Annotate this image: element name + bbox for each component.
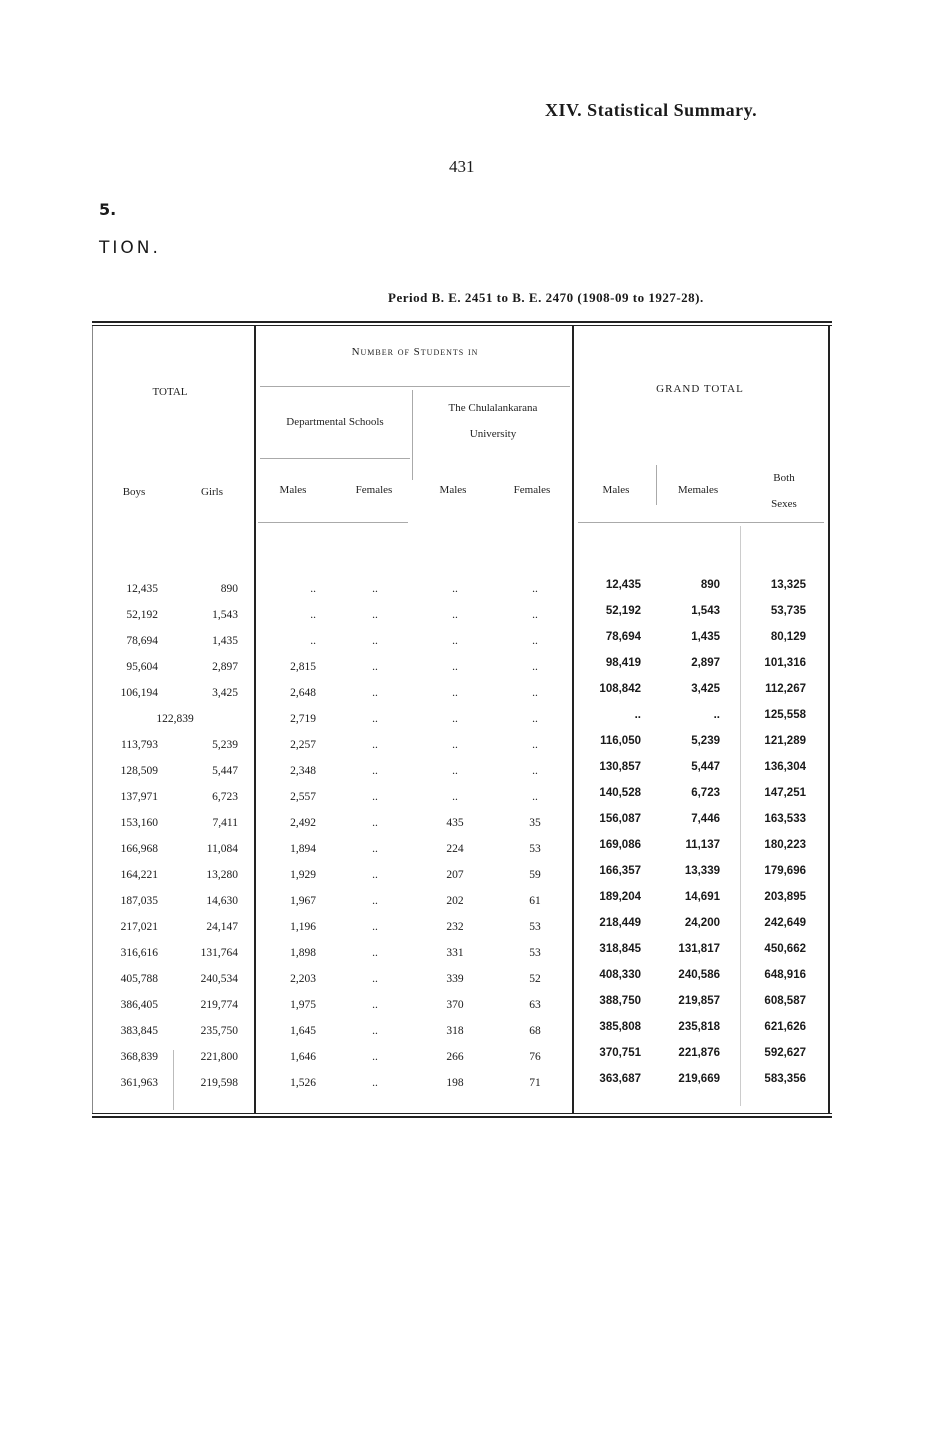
cell-dept-females: .. <box>372 635 378 647</box>
cell-dept-males: 2,348 <box>290 765 316 777</box>
cell-grand-both: 53,735 <box>770 605 806 617</box>
cell-grand-males: 318,845 <box>599 943 641 955</box>
cell-girls: 13,280 <box>206 869 238 881</box>
cell-univ-females: .. <box>532 583 538 595</box>
cell-dept-females: .. <box>372 999 378 1011</box>
cell-grand-both: 203,895 <box>764 891 806 903</box>
cell-boys: 78,694 <box>126 635 158 647</box>
cell-boys: 128,509 <box>120 765 158 777</box>
col-boys: Boys <box>122 486 146 498</box>
university-heading-line1: The Chulalankarana <box>448 402 538 414</box>
cell-boys: 361,963 <box>120 1077 158 1089</box>
cell-dept-females: .. <box>372 1051 378 1063</box>
cell-grand-males: 218,449 <box>599 917 641 929</box>
cell-dept-males: 1,898 <box>290 947 316 959</box>
cell-univ-females: 35 <box>529 817 541 829</box>
cell-grand-both: 147,251 <box>764 787 806 799</box>
cell-dept-females: .. <box>372 973 378 985</box>
cell-girls: 3,425 <box>212 687 238 699</box>
cell-univ-females: .. <box>532 713 538 725</box>
cell-grand-females: 5,239 <box>691 735 720 747</box>
cell-dept-females: .. <box>372 765 378 777</box>
cell-grand-males: 98,419 <box>605 657 641 669</box>
cell-dept-males: 1,929 <box>290 869 316 881</box>
cell-boys: 386,405 <box>120 999 158 1011</box>
cell-girls: 7,411 <box>212 817 238 829</box>
cell-grand-females: .. <box>713 709 720 721</box>
cell-univ-females: .. <box>532 609 538 621</box>
cell-grand-males: 363,687 <box>599 1073 641 1085</box>
cell-grand-females: 240,586 <box>678 969 720 981</box>
cell-univ-males: 224 <box>446 843 464 855</box>
cell-boys: 153,160 <box>120 817 158 829</box>
cell-grand-both: 180,223 <box>764 839 806 851</box>
cell-grand-males: 189,204 <box>599 891 641 903</box>
cell-dept-males: 2,203 <box>290 973 316 985</box>
period-caption: Period B. E. 2451 to B. E. 2470 (1908-09 to 1927-28). <box>388 290 704 305</box>
cell-grand-females: 219,857 <box>678 995 720 1007</box>
cell-univ-females: 68 <box>529 1025 541 1037</box>
cell-dept-males: 1,196 <box>290 921 316 933</box>
cell-univ-males: 207 <box>446 869 464 881</box>
cell-girls: 5,447 <box>212 765 238 777</box>
cell-grand-males: .. <box>634 709 641 721</box>
cell-dept-males: 1,646 <box>290 1051 316 1063</box>
cell-grand-both: 101,316 <box>764 657 806 669</box>
cell-grand-females: 1,435 <box>691 631 720 643</box>
cell-dept-males: 1,967 <box>290 895 316 907</box>
cell-univ-females: 63 <box>529 999 541 1011</box>
cell-univ-males: .. <box>452 661 458 673</box>
cell-univ-males: .. <box>452 609 458 621</box>
cell-dept-males: 2,557 <box>290 791 316 803</box>
cell-grand-females: 131,817 <box>678 943 720 955</box>
cell-univ-males: .. <box>452 713 458 725</box>
cell-univ-females: .. <box>532 635 538 647</box>
cell-univ-females: .. <box>532 661 538 673</box>
cell-dept-females: .. <box>372 921 378 933</box>
cell-girls: 235,750 <box>200 1025 238 1037</box>
cell-univ-males: 370 <box>446 999 464 1011</box>
cell-grand-both: 179,696 <box>764 865 806 877</box>
cell-grand-both: 621,626 <box>764 1021 806 1033</box>
cell-grand-males: 130,857 <box>599 761 641 773</box>
cell-univ-males: 198 <box>446 1077 464 1089</box>
cell-univ-females: .. <box>532 765 538 777</box>
col-grand-females: Memales <box>677 484 719 496</box>
cell-dept-females: .. <box>372 739 378 751</box>
cell-grand-males: 370,751 <box>599 1047 641 1059</box>
cell-dept-males: .. <box>310 609 316 621</box>
cell-dept-females: .. <box>372 687 378 699</box>
cell-univ-females: .. <box>532 791 538 803</box>
cell-grand-males: 156,087 <box>599 813 641 825</box>
cell-univ-females: 53 <box>529 921 541 933</box>
cell-grand-females: 7,446 <box>691 813 720 825</box>
cell-dept-females: .. <box>372 661 378 673</box>
cell-grand-both: 648,916 <box>764 969 806 981</box>
cell-univ-females: 61 <box>529 895 541 907</box>
cell-dept-females: .. <box>372 1025 378 1037</box>
departmental-heading: Departmental Schools <box>286 416 384 428</box>
cell-girls: 11,084 <box>206 843 238 855</box>
cell-univ-females: .. <box>532 739 538 751</box>
cell-univ-males: 331 <box>446 947 464 959</box>
cell-dept-males: 2,719 <box>290 713 316 725</box>
col-girls: Girls <box>201 486 223 498</box>
cell-univ-females: 71 <box>529 1077 541 1089</box>
cell-grand-both: 136,304 <box>764 761 806 773</box>
cell-dept-males: 1,645 <box>290 1025 316 1037</box>
cell-boys: 106,194 <box>120 687 158 699</box>
cell-univ-males: .. <box>452 583 458 595</box>
cell-grand-both: 163,533 <box>764 813 806 825</box>
col-both-sexes-line2: Sexes <box>771 498 797 510</box>
cell-boys: 113,793 <box>121 739 158 751</box>
cell-grand-both: 13,325 <box>770 579 806 591</box>
cell-grand-both: 125,558 <box>764 709 806 721</box>
cell-girls: 240,534 <box>200 973 238 985</box>
cell-boys: 137,971 <box>120 791 158 803</box>
cell-girls: 1,543 <box>212 609 238 621</box>
cell-univ-males: 266 <box>446 1051 464 1063</box>
cell-grand-males: 166,357 <box>599 865 641 877</box>
cell-univ-males: .. <box>452 765 458 777</box>
cell-univ-females: 76 <box>529 1051 541 1063</box>
cell-grand-males: 116,050 <box>600 735 641 747</box>
cell-grand-females: 221,876 <box>678 1047 720 1059</box>
cell-dept-females: .. <box>372 817 378 829</box>
cell-univ-males: 202 <box>446 895 464 907</box>
cell-girls: 219,598 <box>200 1077 238 1089</box>
cell-boys: 95,604 <box>126 661 158 673</box>
cell-girls: 219,774 <box>200 999 238 1011</box>
cell-grand-males: 108,842 <box>599 683 641 695</box>
cell-grand-males: 385,808 <box>599 1021 641 1033</box>
cell-dept-males: 2,257 <box>290 739 316 751</box>
cell-dept-females: .. <box>372 869 378 881</box>
cell-dept-females: .. <box>372 713 378 725</box>
cell-grand-females: 24,200 <box>684 917 720 929</box>
cell-dept-males: 2,492 <box>290 817 316 829</box>
cell-girls: 1,435 <box>212 635 238 647</box>
cell-grand-males: 408,330 <box>599 969 641 981</box>
cell-girls: 14,630 <box>206 895 238 907</box>
cell-grand-males: 12,435 <box>605 579 641 591</box>
cell-univ-males: .. <box>452 635 458 647</box>
cell-grand-both: 592,627 <box>764 1047 806 1059</box>
cell-grand-females: 11,137 <box>685 839 720 851</box>
col-dept-males: Males <box>279 484 307 496</box>
cell-boys: 316,616 <box>120 947 158 959</box>
cell-grand-males: 78,694 <box>605 631 641 643</box>
cell-grand-males: 388,750 <box>599 995 641 1007</box>
cell-univ-males: 339 <box>446 973 464 985</box>
students-heading: Number of Students in <box>351 346 479 358</box>
cell-total-combined: 122,839 <box>156 713 194 725</box>
cell-boys: 164,221 <box>120 869 158 881</box>
cell-grand-females: 14,691 <box>684 891 720 903</box>
cell-girls: 24,147 <box>206 921 238 933</box>
cell-grand-both: 80,129 <box>770 631 806 643</box>
col-univ-females: Females <box>513 484 551 496</box>
cell-grand-both: 242,649 <box>764 917 806 929</box>
cell-boys: 383,845 <box>120 1025 158 1037</box>
cell-grand-females: 235,818 <box>678 1021 720 1033</box>
cell-dept-males: 2,815 <box>290 661 316 673</box>
cell-grand-both: 112,267 <box>765 683 806 695</box>
cell-boys: 217,021 <box>120 921 158 933</box>
cell-boys: 12,435 <box>126 583 158 595</box>
cell-univ-females: 53 <box>529 843 541 855</box>
cell-grand-females: 2,897 <box>691 657 720 669</box>
cell-grand-males: 52,192 <box>605 605 641 617</box>
cell-dept-males: .. <box>310 635 316 647</box>
cell-grand-females: 1,543 <box>691 605 720 617</box>
cell-univ-males: 435 <box>446 817 464 829</box>
cell-univ-males: .. <box>452 739 458 751</box>
cell-univ-males: 318 <box>446 1025 464 1037</box>
cell-dept-males: 1,975 <box>290 999 316 1011</box>
university-heading-line2: University <box>469 428 517 440</box>
page-number: 431 <box>449 157 475 176</box>
cell-univ-males: .. <box>452 687 458 699</box>
col-both-sexes-line1: Both <box>773 472 795 484</box>
cell-boys: 166,968 <box>120 843 158 855</box>
cell-grand-both: 450,662 <box>764 943 806 955</box>
cell-dept-females: .. <box>372 583 378 595</box>
cell-dept-males: .. <box>310 583 316 595</box>
section-title: TION. <box>99 238 161 258</box>
cell-grand-both: 583,356 <box>764 1073 806 1085</box>
cell-grand-males: 140,528 <box>599 787 641 799</box>
cell-boys: 52,192 <box>126 609 158 621</box>
cell-dept-females: .. <box>372 1077 378 1089</box>
grand-total-heading: GRAND TOTAL <box>656 383 744 395</box>
cell-univ-females: 53 <box>529 947 541 959</box>
cell-girls: 131,764 <box>200 947 238 959</box>
cell-grand-females: 3,425 <box>691 683 720 695</box>
cell-grand-females: 890 <box>700 579 720 591</box>
total-heading: TOTAL <box>152 386 188 398</box>
cell-dept-males: 1,894 <box>290 843 316 855</box>
cell-grand-both: 121,289 <box>764 735 806 747</box>
cell-univ-males: .. <box>452 791 458 803</box>
cell-girls: 6,723 <box>212 791 238 803</box>
cell-boys: 187,035 <box>120 895 158 907</box>
cell-dept-females: .. <box>372 895 378 907</box>
cell-grand-females: 219,669 <box>678 1073 720 1085</box>
cell-univ-females: 59 <box>529 869 541 881</box>
cell-dept-females: .. <box>372 609 378 621</box>
cell-boys: 405,788 <box>120 973 158 985</box>
cell-girls: 221,800 <box>200 1051 238 1063</box>
cell-dept-males: 1,526 <box>290 1077 316 1089</box>
cell-boys: 368,839 <box>120 1051 158 1063</box>
cell-dept-females: .. <box>372 843 378 855</box>
cell-grand-males: 169,086 <box>599 839 641 851</box>
cell-grand-females: 5,447 <box>691 761 720 773</box>
cell-grand-both: 608,587 <box>764 995 806 1007</box>
cell-grand-females: 6,723 <box>691 787 720 799</box>
cell-univ-females: 52 <box>529 973 541 985</box>
cell-dept-males: 2,648 <box>290 687 316 699</box>
col-grand-males: Males <box>602 484 630 496</box>
cell-univ-females: .. <box>532 687 538 699</box>
cell-girls: 890 <box>220 583 238 595</box>
cell-univ-males: 232 <box>446 921 464 933</box>
col-univ-males: Males <box>439 484 467 496</box>
col-dept-females: Females <box>355 484 393 496</box>
cell-girls: 2,897 <box>212 661 238 673</box>
cell-grand-females: 13,339 <box>684 865 720 877</box>
cell-dept-females: .. <box>372 947 378 959</box>
section-number: 5. <box>99 200 117 219</box>
chapter-heading: XIV. Statistical Summary. <box>545 100 758 120</box>
cell-dept-females: .. <box>372 791 378 803</box>
cell-girls: 5,239 <box>212 739 238 751</box>
